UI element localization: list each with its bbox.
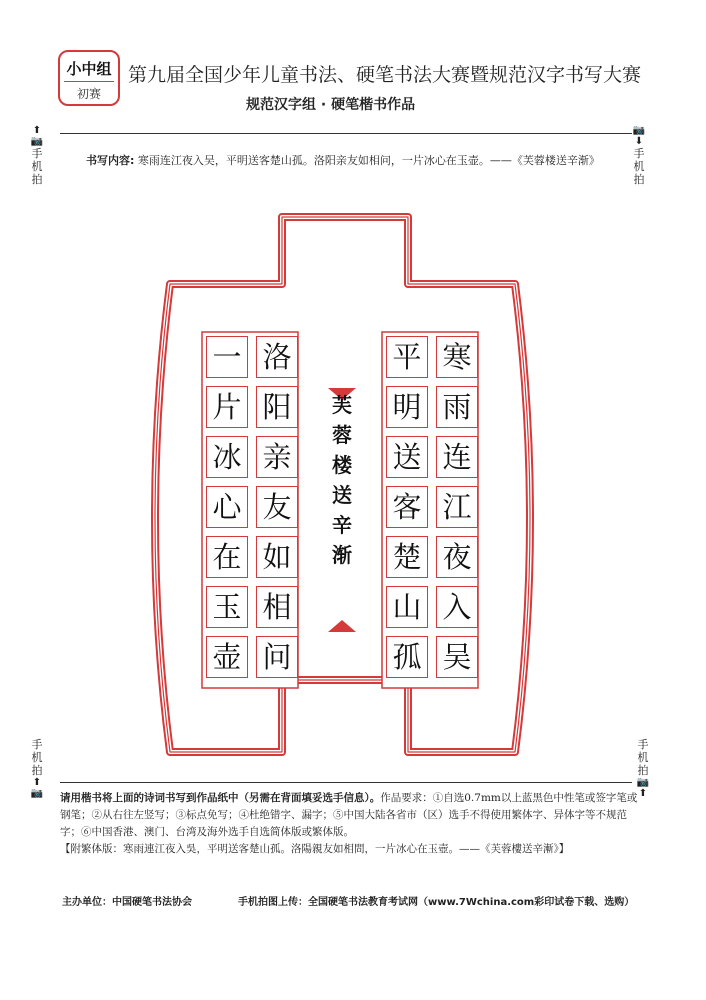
poem-char: 孤	[392, 640, 422, 674]
poem-char: 夜	[442, 540, 472, 574]
poem-cell	[206, 486, 248, 528]
poem-char: 问	[262, 640, 292, 674]
poem-char: 送	[392, 440, 422, 474]
instructions-traditional-version: 【附繁体版：寒雨連江夜入吳，平明送客楚山孤。洛陽親友如相問，一片冰心在玉壺。——《芙蓉樓送辛漸》】	[60, 843, 570, 855]
poem-cell	[386, 336, 428, 378]
writing-content-text: 寒雨连江夜入吴，平明送客楚山孤。洛阳亲友如相问，一片冰心在玉壶。——《芙蓉楼送辛渐》	[137, 154, 600, 167]
poem-cell	[436, 436, 478, 478]
camera-mark-char: 机	[31, 160, 43, 173]
contest-title: 第九届全国少年儿童书法、硬笔书法大赛暨规范汉字书写大赛	[128, 64, 642, 86]
poem-title-char: 辛	[332, 513, 352, 537]
poem-cell	[436, 586, 478, 628]
camera-mark-char: 手	[31, 147, 43, 160]
poem-cell	[436, 336, 478, 378]
poem-cell	[206, 636, 248, 678]
camera-download-icon: 📷⬇	[632, 125, 646, 147]
bottom-divider	[60, 782, 632, 783]
camera-download-icon: ⬆📷	[30, 125, 44, 147]
badge-stage-label: 初赛	[76, 87, 101, 101]
poem-cell	[386, 586, 428, 628]
poem-char: 片	[212, 390, 242, 424]
instructions-requirements: 作品要求：①自选0.7mm以上蓝黑色中性笔或签字笔或钢笔；②从右往左竖写；③标点免写；④杜绝错字、漏字；⑤中国大陆各省市（区）选手不得使用繁体字、异体字等不规范字；⑥中国香港、澳门、台湾及海外选手自选简体版或繁体版。	[60, 792, 638, 838]
badge-group-label: 小中组	[66, 60, 112, 78]
poem-cell	[206, 386, 248, 428]
poem-cell	[256, 636, 298, 678]
poem-cell	[206, 436, 248, 478]
poem-cell	[386, 486, 428, 528]
poem-cell	[386, 386, 428, 428]
poem-char: 明	[392, 390, 422, 424]
footer-organizer: 主办单位：中国硬笔书法协会	[62, 897, 192, 908]
poem-cell	[256, 586, 298, 628]
camera-mark-char: 拍	[633, 173, 645, 186]
poem-cell	[256, 486, 298, 528]
poem-char: 雨	[442, 390, 472, 424]
poem-char: 阳	[262, 390, 292, 424]
camera-mark-bottom-left	[28, 738, 46, 799]
poem-char: 壶	[212, 640, 242, 674]
poem-char: 寒	[442, 340, 472, 374]
contest-subtitle: 规范汉字组 · 硬笔楷书作品	[246, 97, 416, 113]
camera-mark-char: 拍	[637, 764, 649, 777]
poem-char: 山	[392, 590, 422, 624]
poem-title-char: 蓉	[332, 423, 352, 447]
poem-title-char: 芙	[332, 393, 352, 417]
poem-char: 洛	[262, 340, 292, 374]
poem-char: 友	[262, 490, 292, 524]
poem-char: 一	[212, 340, 242, 374]
camera-mark-char: 机	[633, 160, 645, 173]
poem-char: 如	[262, 540, 292, 574]
camera-mark-char: 手	[637, 738, 649, 751]
poem-cell	[386, 436, 428, 478]
poem-title-vertical	[325, 390, 359, 570]
footer-upload-info: 手机拍图上传：全国硬笔书法教育考试网（www.7Wchina.com彩印试卷下载、选购）	[238, 897, 635, 908]
poem-char: 入	[442, 590, 472, 624]
poem-title-char: 送	[332, 483, 352, 507]
title-bracket-bottom-icon	[328, 620, 356, 632]
poem-char: 亲	[262, 440, 292, 474]
poem-cell	[206, 336, 248, 378]
poem-title-char: 楼	[332, 453, 352, 477]
poem-char: 平	[392, 340, 422, 374]
instructions-lead: 请用楷书将上面的诗词书写到作品纸中（另需在背面填妥选手信息）。	[60, 792, 381, 804]
poem-char: 连	[442, 440, 472, 474]
poem-cell	[436, 386, 478, 428]
camera-mark-char: 手	[31, 738, 43, 751]
poem-cell	[436, 486, 478, 528]
poem-char: 在	[212, 540, 242, 574]
camera-upload-icon: ⬆📷	[30, 777, 44, 799]
poem-cell	[386, 536, 428, 578]
poem-char: 楚	[392, 540, 422, 574]
camera-mark-char: 机	[637, 751, 649, 764]
poem-char: 客	[392, 490, 422, 524]
poem-cell	[436, 536, 478, 578]
camera-mark-char: 拍	[31, 764, 43, 777]
poem-char: 心	[212, 490, 242, 524]
poem-cell	[256, 436, 298, 478]
poem-cell	[386, 636, 428, 678]
poem-char: 吴	[442, 640, 472, 674]
camera-mark-char: 拍	[31, 173, 43, 186]
poem-char: 玉	[212, 590, 242, 624]
poem-char: 相	[262, 590, 292, 624]
camera-mark-char: 机	[31, 751, 43, 764]
poem-cell	[256, 386, 298, 428]
poem-cell	[256, 336, 298, 378]
poem-char: 冰	[212, 440, 242, 474]
camera-upload-icon: 📷⬆	[636, 777, 650, 799]
poem-char: 江	[442, 490, 472, 524]
poem-cell	[436, 636, 478, 678]
poem-cell	[256, 536, 298, 578]
camera-mark-char: 手	[633, 147, 645, 160]
poem-cell	[206, 536, 248, 578]
writing-content-label: 书写内容:	[86, 154, 135, 167]
poem-title-char: 渐	[332, 543, 352, 567]
instructions-block	[60, 790, 640, 858]
poem-cell	[206, 586, 248, 628]
